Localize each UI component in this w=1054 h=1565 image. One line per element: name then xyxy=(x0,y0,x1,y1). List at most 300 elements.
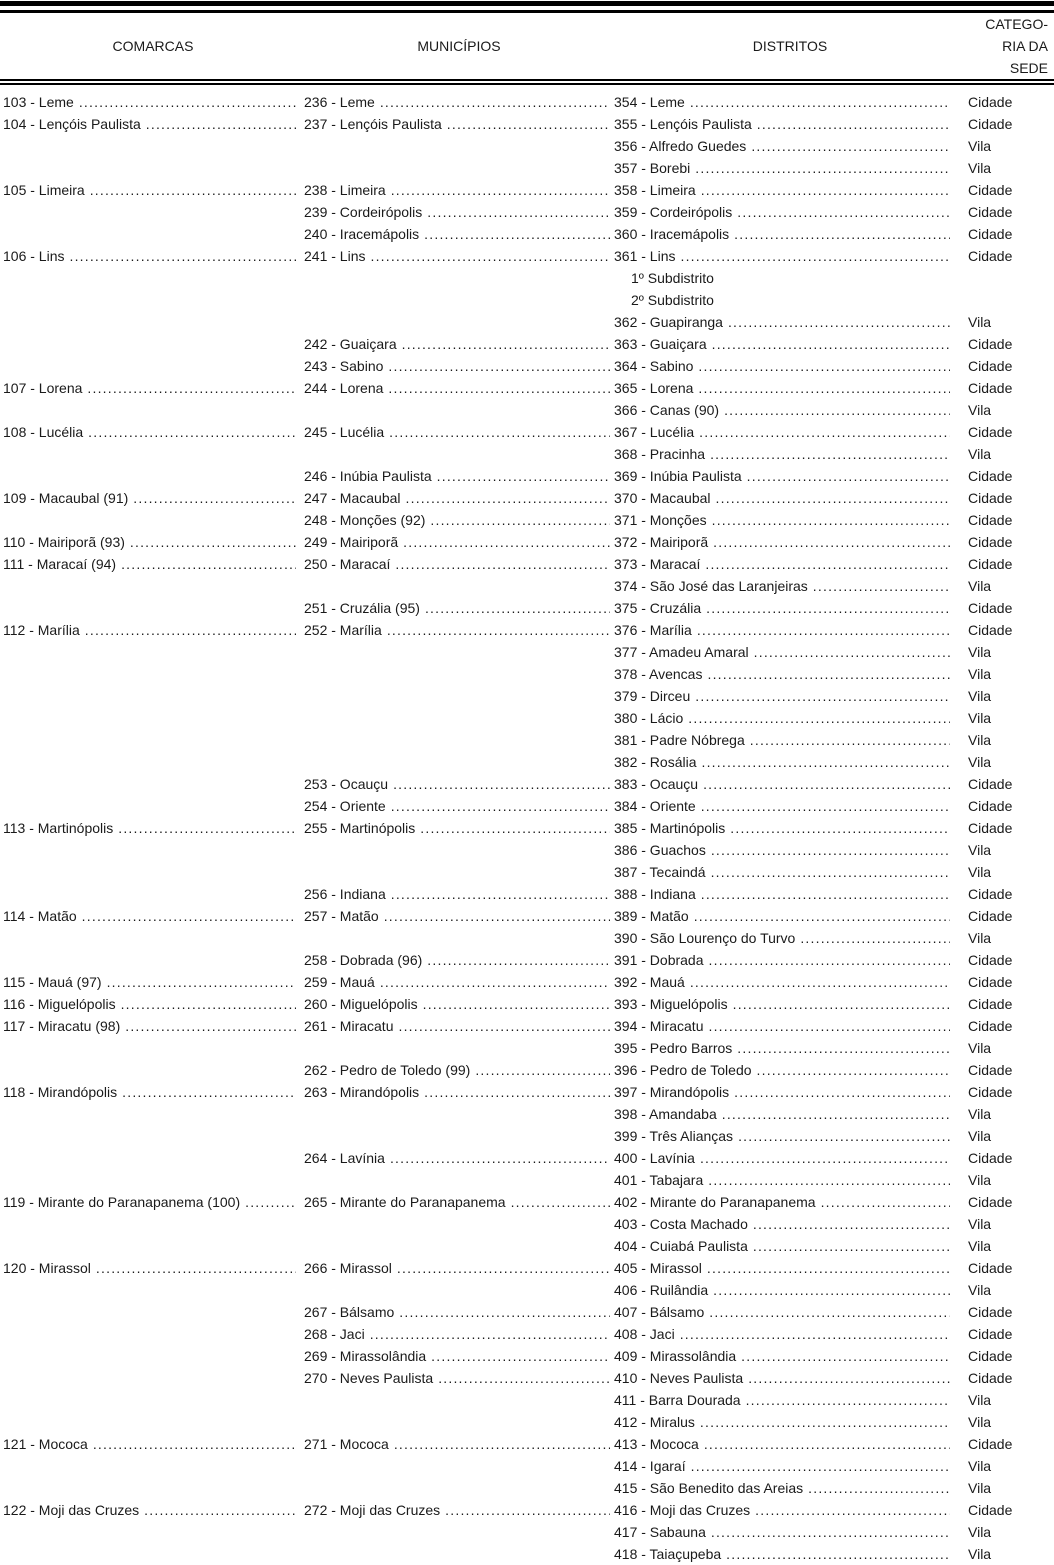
comarca-cell xyxy=(3,1257,296,1279)
comarca-cell xyxy=(3,487,296,509)
comarca-cell-text: 121 - Mococa xyxy=(3,1436,88,1452)
dot-leader xyxy=(394,1433,610,1455)
table-row xyxy=(3,993,1054,1015)
comarca-cell-text: 113 - Martinópolis xyxy=(3,820,114,836)
municipio-cell-text: 263 - Mirandópolis xyxy=(304,1084,420,1100)
distrito-cell xyxy=(614,1345,950,1367)
distrito-cell-text: 414 - Igaraí xyxy=(614,1458,686,1474)
distrito-cell-text: 391 - Dobrada xyxy=(614,952,704,968)
comarca-cell-text: 122 - Moji das Cruzes xyxy=(3,1502,140,1518)
categoria-cell xyxy=(968,1279,1054,1301)
dot-leader xyxy=(733,993,950,1015)
distrito-cell-text: 382 - Rosália xyxy=(614,754,697,770)
dot-leader xyxy=(96,1257,296,1279)
dot-leader xyxy=(680,245,950,267)
dot-leader xyxy=(690,91,950,113)
distrito-cell-text: 390 - São Lourenço do Turvo xyxy=(614,930,796,946)
column-header-municipios: MUNICÍPIOS xyxy=(417,38,501,54)
categoria-cell-text: Vila xyxy=(968,1106,992,1122)
municipio-cell-text: 267 - Bálsamo xyxy=(304,1304,395,1320)
dot-leader xyxy=(711,839,950,861)
comarca-cell xyxy=(3,245,296,267)
categoria-cell-text: Vila xyxy=(968,864,992,880)
categoria-cell-text: Cidade xyxy=(968,358,1013,374)
table-row xyxy=(3,1081,1054,1103)
categoria-cell-text: Cidade xyxy=(968,1018,1013,1034)
categoria-cell-text: Vila xyxy=(968,688,992,704)
categoria-cell xyxy=(968,575,1054,597)
comarca-cell xyxy=(3,817,296,839)
distrito-cell xyxy=(614,443,950,465)
column-header-comarcas: COMARCAS xyxy=(112,38,194,54)
distrito-cell-text: 394 - Miracatu xyxy=(614,1018,704,1034)
municipio-cell-text: 249 - Mairiporã xyxy=(304,534,399,550)
categoria-cell-text: Cidade xyxy=(968,776,1013,792)
categoria-cell-text: Vila xyxy=(968,732,992,748)
categoria-cell-text: Cidade xyxy=(968,996,1013,1012)
distrito-cell-text: 405 - Mirassol xyxy=(614,1260,702,1276)
distrito-cell xyxy=(614,1169,950,1191)
distrito-cell xyxy=(614,663,950,685)
categoria-cell xyxy=(968,795,1054,817)
table-row xyxy=(3,1103,1054,1125)
distrito-cell-text: 397 - Mirandópolis xyxy=(614,1084,730,1100)
distrito-cell xyxy=(614,1059,950,1081)
dot-leader xyxy=(713,1279,950,1301)
comarca-cell-text: 104 - Lençóis Paulista xyxy=(3,116,141,132)
categoria-cell xyxy=(968,399,1054,421)
categoria-cell xyxy=(968,113,1054,135)
distrito-cell-text: 384 - Oriente xyxy=(614,798,696,814)
dot-leader xyxy=(388,377,610,399)
dot-leader xyxy=(702,751,951,773)
distrito-cell-text: 395 - Pedro Barros xyxy=(614,1040,733,1056)
distrito-cell xyxy=(614,1147,950,1169)
table-row xyxy=(3,223,1054,245)
municipio-cell-text: 272 - Moji das Cruzes xyxy=(304,1502,441,1518)
municipio-cell-text: 261 - Miracatu xyxy=(304,1018,394,1034)
categoria-cell-text: Vila xyxy=(968,1238,992,1254)
comarca-cell-text: 106 - Lins xyxy=(3,248,65,264)
dot-leader xyxy=(728,311,950,333)
distrito-cell-text: 380 - Lácio xyxy=(614,710,684,726)
comarca-cell-text: 118 - Mirandópolis xyxy=(3,1084,118,1100)
dot-leader xyxy=(708,1169,950,1191)
distrito-cell-text: 399 - Três Alianças xyxy=(614,1128,734,1144)
dot-leader xyxy=(397,1257,610,1279)
distrito-cell-text: 402 - Mirante do Paranapanema xyxy=(614,1194,816,1210)
categoria-cell-text: Cidade xyxy=(968,248,1013,264)
distrito-cell-text: 373 - Maracaí xyxy=(614,556,701,572)
distrito-cell xyxy=(614,993,950,1015)
categoria-cell-text: Cidade xyxy=(968,556,1013,572)
comarca-cell xyxy=(3,113,296,135)
categoria-cell xyxy=(968,817,1054,839)
dot-leader xyxy=(121,993,296,1015)
comarca-cell xyxy=(3,377,296,399)
comarca-cell-text: 108 - Lucélia xyxy=(3,424,84,440)
municipio-cell-text: 243 - Sabino xyxy=(304,358,384,374)
table-row xyxy=(3,795,1054,817)
dot-leader xyxy=(690,971,950,993)
table-row xyxy=(3,905,1054,927)
municipio-cell-text: 240 - Iracemápolis xyxy=(304,226,420,242)
comarca-cell xyxy=(3,619,296,641)
municipio-cell-text: 236 - Leme xyxy=(304,94,375,110)
comarca-cell xyxy=(3,91,296,113)
table-row xyxy=(3,531,1054,553)
categoria-cell xyxy=(968,905,1054,927)
distrito-cell-text: 403 - Costa Machado xyxy=(614,1216,748,1232)
distrito-cell xyxy=(614,509,950,531)
categoria-cell xyxy=(968,993,1054,1015)
categoria-cell-text: Cidade xyxy=(968,798,1013,814)
distrito-cell-text: 367 - Lucélia xyxy=(614,424,695,440)
table-row xyxy=(3,267,1054,289)
comarca-cell xyxy=(3,993,296,1015)
comarca-cell-text: 114 - Matão xyxy=(3,908,77,924)
table-row xyxy=(3,377,1054,399)
comarca-cell-text: 103 - Leme xyxy=(3,94,74,110)
categoria-cell xyxy=(968,619,1054,641)
distrito-cell xyxy=(614,223,950,245)
table-row xyxy=(3,355,1054,377)
dot-leader xyxy=(90,179,296,201)
dot-leader xyxy=(393,773,610,795)
dot-leader xyxy=(713,531,950,553)
categoria-cell-text: Cidade xyxy=(968,886,1013,902)
municipio-cell xyxy=(304,1367,610,1389)
distrito-cell-text: 371 - Monções xyxy=(614,512,707,528)
municipio-cell-text: 256 - Indiana xyxy=(304,886,386,902)
distrito-cell xyxy=(614,179,950,201)
distrito-cell-text: 404 - Cuiabá Paulista xyxy=(614,1238,748,1254)
dot-leader xyxy=(424,223,610,245)
table-row xyxy=(3,1433,1054,1455)
categoria-cell-text: Cidade xyxy=(968,974,1013,990)
municipio-cell-text: 241 - Lins xyxy=(304,248,366,264)
municipio-cell xyxy=(304,355,610,377)
distrito-cell-text: 409 - Mirassolândia xyxy=(614,1348,737,1364)
distrito-cell xyxy=(614,377,950,399)
categoria-cell xyxy=(968,377,1054,399)
distrito-cell xyxy=(614,553,950,575)
distrito-cell-text: 385 - Martinópolis xyxy=(614,820,726,836)
distrito-cell-text: 407 - Bálsamo xyxy=(614,1304,705,1320)
distrito-cell xyxy=(614,1257,950,1279)
dot-leader xyxy=(389,421,610,443)
municipio-cell xyxy=(304,597,610,619)
categoria-cell xyxy=(968,1367,1054,1389)
dot-leader xyxy=(808,1477,950,1499)
municipio-cell xyxy=(304,377,610,399)
distrito-cell xyxy=(614,839,950,861)
categoria-cell-text: Vila xyxy=(968,842,992,858)
table-row xyxy=(3,509,1054,531)
distrito-cell xyxy=(614,1191,950,1213)
distrito-cell-text: 374 - São José das Laranjeiras xyxy=(614,578,808,594)
table-row xyxy=(3,311,1054,333)
categoria-cell xyxy=(968,883,1054,905)
table-row xyxy=(3,1367,1054,1389)
municipio-cell xyxy=(304,223,610,245)
dot-leader xyxy=(716,487,950,509)
categoria-cell-text: Cidade xyxy=(968,1370,1013,1386)
dot-leader xyxy=(391,179,610,201)
categoria-cell xyxy=(968,487,1054,509)
table-row xyxy=(3,1125,1054,1147)
categoria-cell xyxy=(968,1499,1054,1521)
table-row xyxy=(3,1213,1054,1235)
municipio-cell-text: 262 - Pedro de Toledo (99) xyxy=(304,1062,471,1078)
categoria-cell-text: Cidade xyxy=(968,1084,1013,1100)
distrito-cell-text: 354 - Leme xyxy=(614,94,685,110)
dot-leader xyxy=(701,795,950,817)
dot-leader xyxy=(707,1257,950,1279)
distrito-cell-text: 360 - Iracemápolis xyxy=(614,226,730,242)
distrito-cell xyxy=(614,1235,950,1257)
table-row xyxy=(3,641,1054,663)
table-row xyxy=(3,949,1054,971)
distrito-cell xyxy=(614,113,950,135)
distrito-cell-text: 377 - Amadeu Amaral xyxy=(614,644,749,660)
municipio-cell-text: 244 - Lorena xyxy=(304,380,384,396)
categoria-cell-text: Cidade xyxy=(968,600,1013,616)
distrito-cell-text: 376 - Marília xyxy=(614,622,692,638)
dot-leader xyxy=(399,1301,610,1323)
municipio-cell xyxy=(304,905,610,927)
categoria-cell-text: Cidade xyxy=(968,1348,1013,1364)
distrito-cell-text: 387 - Tecaindá xyxy=(614,864,706,880)
distrito-cell xyxy=(614,135,950,157)
municipio-cell xyxy=(304,179,610,201)
categoria-cell xyxy=(968,443,1054,465)
table-row xyxy=(3,487,1054,509)
distrito-cell xyxy=(614,1521,950,1543)
dot-leader xyxy=(712,333,950,355)
categoria-cell xyxy=(968,1411,1054,1433)
municipio-cell-text: 264 - Lavínia xyxy=(304,1150,385,1166)
distrito-cell xyxy=(614,1213,950,1235)
dot-leader xyxy=(709,949,950,971)
distrito-cell-text: 393 - Miguelópolis xyxy=(614,996,728,1012)
dot-leader xyxy=(722,1103,950,1125)
distrito-cell-text: 410 - Neves Paulista xyxy=(614,1370,744,1386)
table-row xyxy=(3,861,1054,883)
distrito-cell-text: 2º Subdistrito xyxy=(630,292,714,308)
table-body xyxy=(0,91,1054,1565)
dot-leader xyxy=(427,201,610,223)
distrito-cell-text: 378 - Avencas xyxy=(614,666,703,682)
dot-leader xyxy=(88,421,296,443)
distrito-cell xyxy=(614,1367,950,1389)
dot-leader xyxy=(757,113,950,135)
dot-leader xyxy=(437,465,610,487)
categoria-cell-text: Cidade xyxy=(968,622,1013,638)
categoria-cell-text: Cidade xyxy=(968,952,1013,968)
comarca-cell-text: 115 - Mauá (97) xyxy=(3,974,102,990)
municipio-cell xyxy=(304,465,610,487)
categoria-cell xyxy=(968,641,1054,663)
dot-leader xyxy=(724,399,950,421)
dot-leader xyxy=(430,509,610,531)
categoria-cell-text: Cidade xyxy=(968,336,1013,352)
table-header xyxy=(0,13,1054,79)
categoria-cell-text: Vila xyxy=(968,1458,992,1474)
distrito-cell xyxy=(614,619,950,641)
categoria-cell xyxy=(968,157,1054,179)
column-header-categoria-line3: SEDE xyxy=(1009,60,1048,76)
distrito-cell-text: 412 - Miralus xyxy=(614,1414,695,1430)
categoria-cell xyxy=(968,663,1054,685)
distrito-cell xyxy=(614,685,950,707)
categoria-cell-text: Vila xyxy=(968,1172,992,1188)
dot-leader xyxy=(699,421,950,443)
municipio-cell-text: 266 - Mirassol xyxy=(304,1260,392,1276)
categoria-cell-text: Vila xyxy=(968,666,992,682)
dot-leader xyxy=(698,355,950,377)
categoria-cell xyxy=(968,1543,1054,1565)
comarca-cell-text: 105 - Limeira xyxy=(3,182,85,198)
categoria-cell xyxy=(968,553,1054,575)
categoria-cell-text: Vila xyxy=(968,578,992,594)
categoria-cell-text: Cidade xyxy=(968,204,1013,220)
categoria-cell xyxy=(968,1169,1054,1191)
categoria-cell-text: Cidade xyxy=(968,490,1013,506)
dot-leader xyxy=(107,971,296,993)
distrito-cell-text: 1º Subdistrito xyxy=(630,270,714,286)
distrito-cell xyxy=(614,1125,950,1147)
municipio-cell-text: 255 - Martinópolis xyxy=(304,820,416,836)
distrito-cell-text: 386 - Guachos xyxy=(614,842,706,858)
dot-leader xyxy=(737,201,950,223)
municipio-cell-text: 254 - Oriente xyxy=(304,798,386,814)
distrito-cell xyxy=(614,795,950,817)
dot-leader xyxy=(695,157,950,179)
distrito-cell-text: 368 - Pracinha xyxy=(614,446,706,462)
categoria-cell-text: Cidade xyxy=(968,1502,1013,1518)
municipio-cell-text: 252 - Marília xyxy=(304,622,382,638)
categoria-cell-text: Vila xyxy=(968,1392,992,1408)
distrito-cell-text: 355 - Lençóis Paulista xyxy=(614,116,752,132)
categoria-cell-text: Vila xyxy=(968,1414,992,1430)
table-row xyxy=(3,1235,1054,1257)
dot-leader xyxy=(753,1213,950,1235)
comarca-cell-text: 112 - Marília xyxy=(3,622,80,638)
distrito-cell xyxy=(614,1279,950,1301)
table-row xyxy=(3,421,1054,443)
distrito-cell xyxy=(614,1455,950,1477)
categoria-cell-text: Vila xyxy=(968,930,992,946)
dot-leader xyxy=(146,113,296,135)
categoria-cell xyxy=(968,1521,1054,1543)
municipio-cell xyxy=(304,1081,610,1103)
distrito-cell-text: 418 - Taiaçupeba xyxy=(614,1546,722,1562)
comarca-cell-text: 119 - Mirante do Paranapanema (100) xyxy=(3,1194,241,1210)
distrito-cell-text: 383 - Ocauçu xyxy=(614,776,699,792)
dot-leader xyxy=(425,597,610,619)
categoria-cell-text: Cidade xyxy=(968,1326,1013,1342)
comarca-cell xyxy=(3,531,296,553)
table-row xyxy=(3,333,1054,355)
dot-leader xyxy=(695,685,950,707)
categoria-cell-text: Cidade xyxy=(968,1304,1013,1320)
categoria-cell-text: Vila xyxy=(968,1216,992,1232)
categoria-cell xyxy=(968,135,1054,157)
dot-leader xyxy=(800,927,950,949)
municipio-cell-text: 270 - Neves Paulista xyxy=(304,1370,434,1386)
table-row xyxy=(3,1059,1054,1081)
categoria-cell xyxy=(968,311,1054,333)
table-row xyxy=(3,113,1054,135)
comarca-cell-text: 120 - Mirassol xyxy=(3,1260,91,1276)
categoria-cell xyxy=(968,1015,1054,1037)
municipio-cell xyxy=(304,993,610,1015)
comarca-cell-text: 110 - Mairiporã (93) xyxy=(3,534,125,550)
dot-leader xyxy=(424,1081,610,1103)
distrito-cell xyxy=(614,1037,950,1059)
dot-leader xyxy=(395,553,610,575)
categoria-cell xyxy=(968,1345,1054,1367)
categoria-cell-text: Vila xyxy=(968,402,992,418)
table-row xyxy=(3,443,1054,465)
table-row xyxy=(3,597,1054,619)
table-row xyxy=(3,1147,1054,1169)
table-row xyxy=(3,553,1054,575)
categoria-cell xyxy=(968,685,1054,707)
dot-leader xyxy=(423,993,610,1015)
table-row xyxy=(3,91,1054,113)
table-row xyxy=(3,465,1054,487)
dot-leader xyxy=(821,1191,950,1213)
distrito-cell xyxy=(614,597,950,619)
comarca-cell xyxy=(3,971,296,993)
dot-leader xyxy=(710,443,950,465)
municipio-cell xyxy=(304,1191,610,1213)
distrito-cell-text: 365 - Lorena xyxy=(614,380,694,396)
categoria-cell xyxy=(968,729,1054,751)
categoria-cell xyxy=(968,1059,1054,1081)
table-row xyxy=(3,1279,1054,1301)
dot-leader xyxy=(753,1235,950,1257)
categoria-cell-text: Vila xyxy=(968,160,992,176)
dot-leader xyxy=(85,619,296,641)
dot-leader xyxy=(730,817,950,839)
distrito-cell xyxy=(614,421,950,443)
table-row xyxy=(3,1323,1054,1345)
distrito-cell xyxy=(614,949,950,971)
distrito-cell xyxy=(614,751,950,773)
dot-leader xyxy=(133,487,296,509)
distrito-cell-text: 401 - Tabajara xyxy=(614,1172,704,1188)
table-row xyxy=(3,1015,1054,1037)
distrito-cell xyxy=(614,1015,950,1037)
dot-leader xyxy=(144,1499,296,1521)
distrito-cell xyxy=(590,289,954,311)
dot-leader xyxy=(370,245,610,267)
categoria-cell-text: Vila xyxy=(968,1546,992,1562)
column-header-categoria-line1: CATEGO- xyxy=(985,16,1048,32)
distrito-cell xyxy=(614,1323,950,1345)
distrito-cell-text: 370 - Macaubal xyxy=(614,490,711,506)
categoria-cell-text: Vila xyxy=(968,1128,992,1144)
categoria-cell-text: Vila xyxy=(968,710,992,726)
distrito-cell xyxy=(614,1411,950,1433)
categoria-cell xyxy=(968,201,1054,223)
distrito-cell-text: 381 - Padre Nóbrega xyxy=(614,732,745,748)
distrito-cell-text: 400 - Lavínia xyxy=(614,1150,695,1166)
distrito-cell xyxy=(614,1301,950,1323)
